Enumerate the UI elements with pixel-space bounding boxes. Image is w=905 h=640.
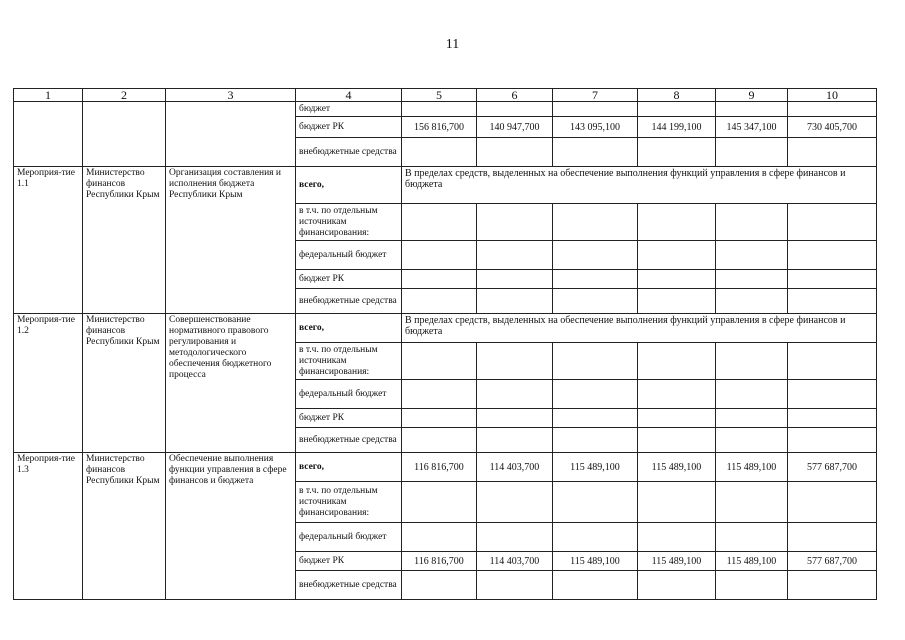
header-cell: 2 xyxy=(83,89,166,102)
funding-note: В пределах средств, выделенных на обеспечение выполнения функций управления в сфере финансов и бюджета xyxy=(402,314,877,343)
value-cell xyxy=(553,343,638,380)
value-cell xyxy=(716,138,788,167)
value-cell: 115 489,100 xyxy=(638,453,716,482)
funding-note: В пределах средств, выделенных на обеспечение выполнения функций управления в сфере финансов и бюджета xyxy=(402,167,877,204)
value-cell xyxy=(553,409,638,428)
value-cell xyxy=(553,289,638,314)
value-cell xyxy=(638,428,716,453)
value-cell: 145 347,100 xyxy=(716,117,788,138)
value-cell xyxy=(553,204,638,241)
value-cell xyxy=(402,523,477,552)
value-cell xyxy=(402,409,477,428)
value-cell xyxy=(553,428,638,453)
value-cell xyxy=(716,409,788,428)
value-cell xyxy=(716,482,788,523)
header-cell: 9 xyxy=(716,89,788,102)
value-cell xyxy=(638,102,716,117)
value-cell: 144 199,100 xyxy=(638,117,716,138)
measure-description: Совершенствование нормативного правового регулирования и методологического обеспечения бюджетного процесса xyxy=(166,314,296,453)
header-cell: 3 xyxy=(166,89,296,102)
measure-name: Мероприя-тие 1.2 xyxy=(14,314,83,453)
value-cell: 116 816,700 xyxy=(402,453,477,482)
col3-cell xyxy=(166,102,296,167)
header-row xyxy=(14,89,877,102)
source-label: бюджет РК xyxy=(296,552,402,571)
value-cell xyxy=(402,571,477,600)
value-cell xyxy=(477,409,553,428)
value-cell xyxy=(477,289,553,314)
measure-total-row xyxy=(14,453,877,482)
value-cell xyxy=(402,380,477,409)
budget-table xyxy=(13,88,877,600)
value-cell: 115 489,100 xyxy=(716,453,788,482)
source-label: внебюджетные средства xyxy=(296,289,402,314)
header-cell: 1 xyxy=(14,89,83,102)
value-cell xyxy=(788,409,877,428)
value-cell xyxy=(553,241,638,270)
page-number: 11 xyxy=(445,37,460,52)
value-cell xyxy=(477,523,553,552)
source-label: бюджет xyxy=(296,102,402,117)
measure-total-row xyxy=(14,167,877,204)
value-cell: 577 687,700 xyxy=(788,453,877,482)
value-cell xyxy=(788,343,877,380)
value-cell xyxy=(477,571,553,600)
value-cell xyxy=(788,380,877,409)
value-cell xyxy=(477,241,553,270)
value-cell xyxy=(553,102,638,117)
value-cell xyxy=(788,241,877,270)
table-row xyxy=(14,102,877,117)
value-cell: 114 403,700 xyxy=(477,552,553,571)
value-cell xyxy=(638,241,716,270)
value-cell xyxy=(716,204,788,241)
measure-description: Организация составления и исполнения бюджета Республики Крым xyxy=(166,167,296,314)
value-cell: 140 947,700 xyxy=(477,117,553,138)
header-cell: 4 xyxy=(296,89,402,102)
value-cell xyxy=(716,428,788,453)
source-label: в т.ч. по отдельным источникам финансирования: xyxy=(296,343,402,380)
value-cell xyxy=(638,482,716,523)
value-cell: 115 489,100 xyxy=(716,552,788,571)
value-cell xyxy=(402,482,477,523)
source-label: в т.ч. по отдельным источникам финансирования: xyxy=(296,204,402,241)
measure-executor: Министерство финансов Республики Крым xyxy=(83,167,166,314)
value-cell xyxy=(553,571,638,600)
value-cell xyxy=(477,204,553,241)
value-cell: 114 403,700 xyxy=(477,453,553,482)
value-cell xyxy=(788,102,877,117)
value-cell xyxy=(716,241,788,270)
source-label: бюджет РК xyxy=(296,270,402,289)
value-cell xyxy=(638,523,716,552)
value-cell xyxy=(477,102,553,117)
value-cell: 143 095,100 xyxy=(553,117,638,138)
header-cell: 5 xyxy=(402,89,477,102)
total-label: всего, xyxy=(296,167,402,204)
value-cell xyxy=(716,523,788,552)
header-cell: 7 xyxy=(553,89,638,102)
value-cell xyxy=(477,270,553,289)
value-cell xyxy=(553,138,638,167)
value-cell xyxy=(788,428,877,453)
source-label: бюджет РК xyxy=(296,409,402,428)
measure-description: Обеспечение выполнения функции управления в сфере финансов и бюджета xyxy=(166,453,296,600)
value-cell xyxy=(477,428,553,453)
value-cell xyxy=(788,482,877,523)
measure-name: Мероприя-тие 1.1 xyxy=(14,167,83,314)
source-label: в т.ч. по отдельным источникам финансирования: xyxy=(296,482,402,523)
col1-cell xyxy=(14,102,83,167)
value-cell xyxy=(716,102,788,117)
header-cell: 6 xyxy=(477,89,553,102)
value-cell xyxy=(638,204,716,241)
value-cell xyxy=(788,523,877,552)
value-cell xyxy=(638,409,716,428)
value-cell: 116 816,700 xyxy=(402,552,477,571)
value-cell xyxy=(788,204,877,241)
value-cell xyxy=(477,138,553,167)
source-label: бюджет РК xyxy=(296,117,402,138)
value-cell xyxy=(402,204,477,241)
total-label: всего, xyxy=(296,453,402,482)
source-label: внебюджетные средства xyxy=(296,428,402,453)
value-cell xyxy=(716,343,788,380)
value-cell xyxy=(638,343,716,380)
value-cell: 115 489,100 xyxy=(553,453,638,482)
value-cell xyxy=(402,241,477,270)
value-cell xyxy=(477,380,553,409)
measure-executor: Министерство финансов Республики Крым xyxy=(83,314,166,453)
value-cell xyxy=(477,343,553,380)
value-cell xyxy=(402,270,477,289)
value-cell xyxy=(553,380,638,409)
value-cell xyxy=(716,571,788,600)
value-cell xyxy=(638,571,716,600)
value-cell xyxy=(788,571,877,600)
value-cell: 730 405,700 xyxy=(788,117,877,138)
value-cell xyxy=(716,289,788,314)
source-label: федеральный бюджет xyxy=(296,380,402,409)
header-cell: 10 xyxy=(788,89,877,102)
value-cell xyxy=(477,482,553,523)
source-label: федеральный бюджет xyxy=(296,523,402,552)
header-cell: 8 xyxy=(638,89,716,102)
source-label: внебюджетные средства xyxy=(296,571,402,600)
value-cell xyxy=(402,289,477,314)
value-cell xyxy=(788,138,877,167)
value-cell xyxy=(716,270,788,289)
value-cell xyxy=(553,270,638,289)
value-cell xyxy=(553,523,638,552)
value-cell xyxy=(402,343,477,380)
value-cell: 156 816,700 xyxy=(402,117,477,138)
value-cell xyxy=(402,428,477,453)
measure-total-row xyxy=(14,314,877,343)
total-label: всего, xyxy=(296,314,402,343)
value-cell xyxy=(716,380,788,409)
col2-cell xyxy=(83,102,166,167)
value-cell xyxy=(638,289,716,314)
source-label: внебюджетные средства xyxy=(296,138,402,167)
value-cell xyxy=(402,138,477,167)
value-cell xyxy=(638,380,716,409)
value-cell xyxy=(788,270,877,289)
value-cell xyxy=(788,289,877,314)
value-cell xyxy=(553,482,638,523)
measure-name: Мероприя-тие 1.3 xyxy=(14,453,83,600)
measure-executor: Министерство финансов Республики Крым xyxy=(83,453,166,600)
source-label: федеральный бюджет xyxy=(296,241,402,270)
value-cell: 577 687,700 xyxy=(788,552,877,571)
value-cell xyxy=(402,102,477,117)
value-cell xyxy=(638,138,716,167)
value-cell: 115 489,100 xyxy=(553,552,638,571)
value-cell: 115 489,100 xyxy=(638,552,716,571)
value-cell xyxy=(638,270,716,289)
